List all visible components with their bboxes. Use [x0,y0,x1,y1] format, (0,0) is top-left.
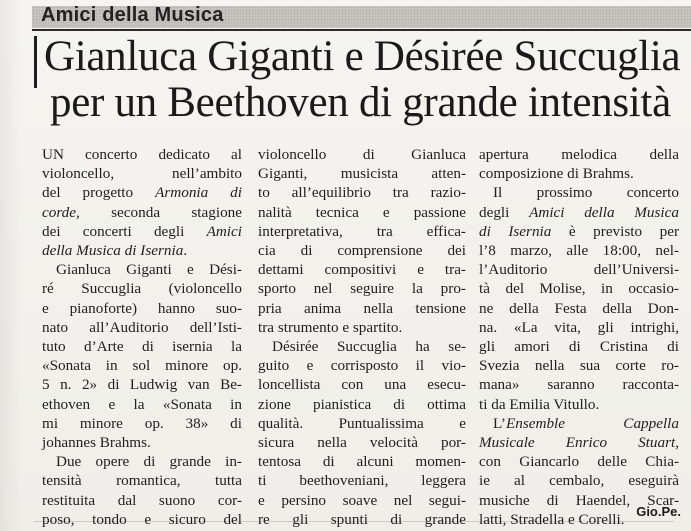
text-run: e pianoforte) hanno suo- [42,299,242,317]
text-run: tensità romantica, tutta [42,472,242,490]
italic-run: Ensemble Cappella [505,414,679,432]
article-line [42,145,242,164]
text-run: mana» saranno racconta- [479,376,679,394]
article-line [479,241,679,260]
article-line [258,375,466,394]
article-line [479,203,679,222]
article-line [42,203,242,222]
text-run: L’ [493,414,506,432]
article-line [479,260,679,279]
text-run: sicura nella velocità por- [258,434,466,452]
text-run: tra strumento e spartito. [258,318,403,336]
article-line [42,491,242,510]
rubric-label: Amici della Musica [41,4,224,26]
text-run: musiche di Haendel, Scar- [479,491,679,509]
text-run: poso, tondo e sicuro del [42,510,242,528]
text-run: latti, Stradella e Corelli. [479,510,625,528]
article-line [479,471,679,490]
text-run: con Giancarlo delle Chia- [479,453,679,471]
article-line [258,356,466,375]
italic-run: della Musica di Isernia [42,242,184,260]
article-line [258,183,466,202]
article-line [258,318,466,337]
text-run: violoncello, nell’ambito [42,165,242,183]
text-run: del progetto [42,184,156,202]
article-line [479,299,679,318]
article-line [479,356,679,375]
scan-shadow [0,0,22,531]
article-line [479,433,679,452]
article-line [42,375,242,394]
article-line [42,318,242,337]
text-run: Désirée Succuglia ha se- [272,338,466,356]
text-run: dettami compositivi e tra- [258,261,466,279]
headline-line-1: Gianluca Giganti e Désirée Succuglia [44,33,681,80]
text-run: ne della Festa della Don- [479,299,679,317]
article-line [42,183,242,202]
text-run: nalità tecnica e passione [258,203,466,221]
text-run: violoncello di Gianluca [258,146,466,163]
text-run: Giganti, musicista atten- [258,165,466,183]
article-line [42,164,242,183]
text-run: zione pianistica di ottima [258,395,466,413]
article-line [479,279,679,298]
text-run: mi minore op. 38» di [42,414,242,432]
text-run: UN concerto dedicato al [42,146,242,163]
text-run: re gli spunti di grande [258,510,466,528]
italic-run: Armonia di [155,184,242,202]
text-run: Svezia nella sua corte ro- [479,357,679,375]
article-line [479,318,679,337]
text-run: tà del Molise, in occasio- [479,280,679,298]
article-line [258,471,466,490]
text-run: sporto nel seguire la pro- [258,280,466,298]
article-column-1 [42,145,242,529]
text-run: apertura melodica della [479,146,679,163]
article-line [479,164,679,183]
article-line [42,510,242,529]
text-run: ie al cembalo, eseguirà [479,472,679,490]
article-line [258,260,466,279]
headline [44,34,684,126]
article-column-2 [258,145,466,529]
text-run: ethoven e la «Sonata in [42,395,242,413]
article-line [42,433,242,452]
italic-run: corde [42,203,77,221]
text-run: dei concerti degli [42,222,207,240]
article-line [42,452,242,471]
article-line [42,395,242,414]
text-run: «Sonata in sol minore op. [42,357,242,375]
article-line [479,414,679,433]
article-line [42,260,242,279]
text-run: gli amori di Cristina di [479,338,679,356]
article-line [42,241,242,260]
text-run: ré Succuglia (violoncello [42,280,242,298]
article-line [42,299,242,318]
headline-line-2: per un Beethoven di grande intensità [50,79,671,126]
article-line [258,414,466,433]
article-line [258,299,466,318]
article-line [258,433,466,452]
article-line [479,375,679,394]
text-run: , seconda stagione [76,203,242,221]
article-line [479,183,679,202]
article-column-3 [479,145,679,529]
bottom-edge [34,521,674,522]
text-run: l’8 marzo, alle 18:00, nel- [479,242,679,260]
article-line [258,222,466,241]
article-line [258,491,466,510]
text-run: cia di comprensione dei [258,242,466,260]
text-run: loncellista con una esecu- [258,376,466,394]
italic-run: Musicale Enrico Stuart [479,434,676,452]
article-line [42,356,242,375]
italic-run: di Isernia [479,222,552,240]
article-line [479,222,679,241]
text-run: restituita dal suono cor- [42,491,242,509]
italic-run: Amici [206,222,242,240]
article-line [258,395,466,414]
text-run: composizione di Brahms. [479,165,634,183]
text-run: ti da Emilia Vitullo. [479,395,600,413]
article-line [42,222,242,241]
article-line [42,471,242,490]
text-run: Due opere di grande in- [56,453,242,471]
rubric-divider [32,29,691,31]
text-run: Il prossimo concerto [493,184,679,202]
text-run: nato all’Auditorio dell’Isti- [42,318,242,336]
text-run: è previsto per [551,222,680,240]
article-line [42,414,242,433]
article-line [258,452,466,471]
headline-accent-rule [34,36,37,88]
article-line [258,203,466,222]
text-run: . [183,242,188,260]
text-run: pria anima nella tensione [258,299,466,317]
text-run: degli [479,203,530,221]
article-line [258,145,466,164]
text-run: , [675,434,679,452]
text-run: na. «La vita, gli intrighi, [479,318,679,336]
article-line [258,279,466,298]
article-line [258,164,466,183]
article-line [258,241,466,260]
text-run: to all’equilibrio tra razio- [258,184,466,202]
text-run: l’Auditorio dell’Universi- [479,261,679,279]
text-run: e persino soave nel segui- [258,491,466,509]
text-run: interpretativa, tra effica- [258,222,466,240]
article-line [479,452,679,471]
text-run: guito e corrisposto il vio- [258,357,466,375]
text-run: qualità. Puntualissima e [258,414,466,432]
italic-run: Amici della Musica [529,203,679,221]
article-line [479,145,679,164]
text-run: ti beethoveniani, leggera [258,472,466,490]
article-line [258,510,466,529]
article-line [42,337,242,356]
article-line [479,395,679,414]
text-run: johannes Brahms. [42,434,151,452]
article-line [258,337,466,356]
article-line [479,337,679,356]
text-run: tentosa di alcuni momen- [258,453,466,471]
author-signature: Gio.Pe. [636,504,681,519]
text-run: Gianluca Giganti e Dési- [56,261,242,279]
article-line [42,279,242,298]
text-run: 5 n. 2» di Ludwig van Be- [42,376,242,394]
text-run: tuto d’Arte di isernia la [42,338,242,356]
